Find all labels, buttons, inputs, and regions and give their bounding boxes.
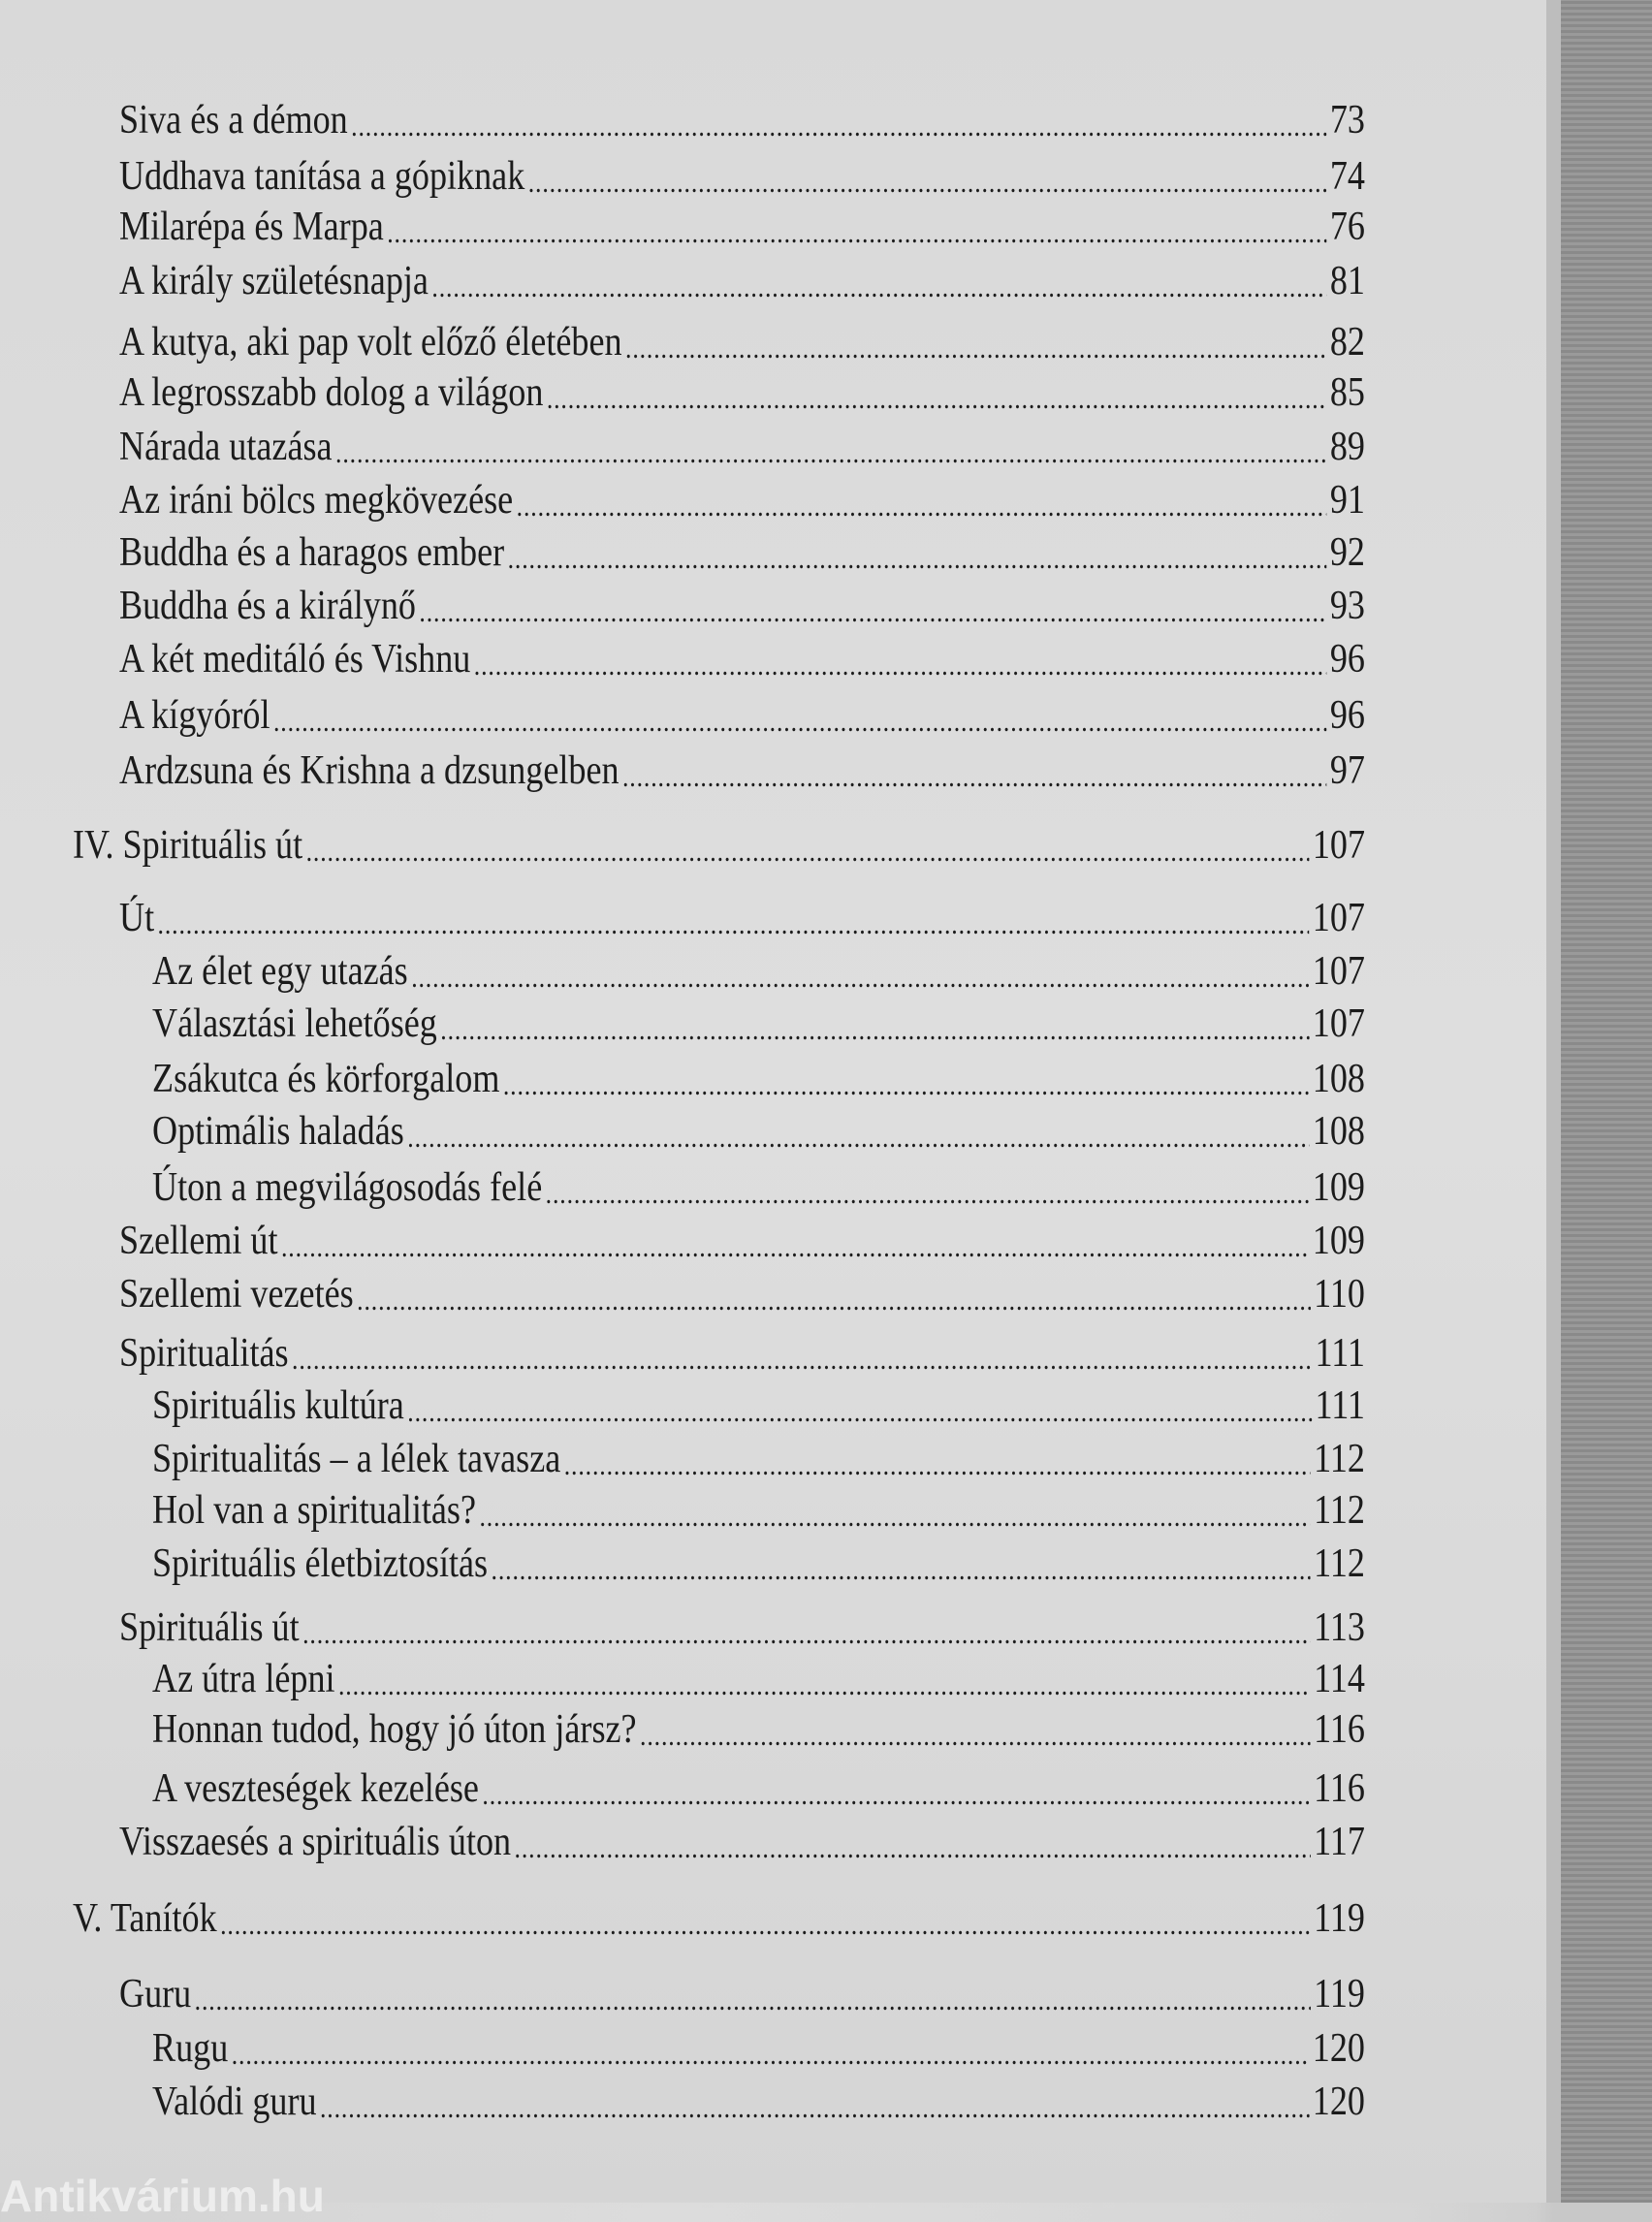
toc-entry-page: 109 — [1312, 1219, 1365, 1263]
toc-entry-page: 91 — [1329, 478, 1365, 523]
dot-leader — [640, 1717, 1311, 1756]
toc-entry-page: 119 — [1314, 1972, 1365, 2016]
toc-entry — [119, 474, 1365, 526]
toc-entry-page: 96 — [1329, 693, 1365, 738]
toc-entry — [119, 255, 1365, 307]
toc-entry-page: 107 — [1312, 896, 1365, 940]
toc-entry — [119, 1268, 1365, 1320]
toc-entry-page: 107 — [1312, 949, 1365, 994]
toc-entry-page: 120 — [1312, 2079, 1365, 2124]
dot-leader — [387, 214, 1326, 253]
page-stack-edge — [1561, 0, 1652, 2203]
dot-leader — [431, 269, 1326, 307]
toc-entry — [119, 526, 1365, 579]
toc-entry-page: 120 — [1312, 2026, 1365, 2071]
toc-entry — [73, 1892, 1365, 1945]
dot-leader — [528, 164, 1327, 203]
toc-entry-title: A veszteségek kezelése — [152, 1766, 479, 1811]
toc-entry-page: 116 — [1314, 1766, 1365, 1811]
toc-entry — [119, 1602, 1365, 1654]
dot-leader — [351, 108, 1326, 146]
toc-entry-title: Szellemi út — [119, 1219, 278, 1263]
toc-entry-title: Buddha és a királynő — [119, 584, 416, 628]
toc-entry-title: Valódi guru — [152, 2079, 317, 2124]
toc-entry — [152, 1053, 1365, 1105]
toc-entry — [152, 1380, 1365, 1432]
toc-entry-title: A két meditáló és Vishnu — [119, 637, 471, 682]
toc-entry-title: A kutya, aki pap volt előző életében — [119, 320, 622, 365]
toc-entry — [119, 1968, 1365, 2020]
dot-leader — [411, 959, 1309, 998]
toc-entry — [152, 2022, 1365, 2075]
toc-entry-title: A legrosszabb dolog a világon — [119, 370, 544, 415]
toc-entry — [119, 316, 1365, 368]
toc-entry — [119, 633, 1365, 685]
toc-entry-page: 109 — [1312, 1165, 1365, 1210]
toc-entry — [152, 1703, 1365, 1756]
toc-entry — [119, 1215, 1365, 1267]
toc-entry — [152, 2076, 1365, 2128]
toc-entry — [119, 580, 1365, 632]
dot-leader — [158, 905, 1310, 944]
dot-leader — [232, 2036, 1310, 2075]
toc-entry-page: 117 — [1314, 1820, 1365, 1864]
toc-entry-title: Uddhava tanítása a gópiknak — [119, 154, 525, 199]
toc-entry-page: 92 — [1329, 530, 1365, 575]
toc-entry-title: Siva és a démon — [119, 98, 348, 143]
toc-entry — [152, 1105, 1365, 1158]
toc-entry — [119, 1816, 1365, 1868]
toc-entry-page: 82 — [1329, 320, 1365, 365]
dot-leader — [564, 1446, 1311, 1485]
toc-entry-title: IV. Spirituális út — [73, 823, 303, 868]
dot-leader — [407, 1393, 1312, 1432]
toc-entry-page: 107 — [1312, 1001, 1365, 1046]
toc-entry-title: A kígyóról — [119, 693, 270, 738]
toc-entry-page: 97 — [1329, 748, 1365, 793]
toc-entry — [119, 745, 1365, 797]
toc-entry-title: Honnan tudod, hogy jó úton jársz? — [152, 1707, 637, 1752]
toc-entry-title: Spirituális életbiztosítás — [152, 1541, 489, 1586]
dot-leader — [320, 2089, 1309, 2128]
toc-entry — [119, 1327, 1365, 1380]
toc-entry-title: Az élet egy utazás — [152, 949, 408, 994]
toc-entry-page: 81 — [1329, 259, 1365, 303]
dot-leader — [440, 1011, 1309, 1050]
dot-leader — [517, 488, 1327, 526]
toc-entry-title: Spiritualitás – a lélek tavasza — [152, 1437, 561, 1481]
toc-entry-page: 107 — [1312, 823, 1365, 868]
dot-leader — [546, 1175, 1310, 1214]
toc-entry-title: Szellemi vezetés — [119, 1272, 354, 1317]
dot-leader — [338, 1666, 1311, 1705]
toc-entry — [152, 998, 1365, 1050]
toc-entry-title: Ardzsuna és Krishna a dzsungelben — [119, 748, 620, 793]
toc-entry-title: Választási lehetőség — [152, 1001, 437, 1046]
toc-entry-page: 119 — [1314, 1896, 1365, 1941]
dot-leader — [419, 593, 1326, 632]
toc-entry — [119, 689, 1365, 742]
toc-entry — [119, 150, 1365, 203]
toc-entry-page: 74 — [1329, 154, 1365, 199]
toc-entry-page: 96 — [1329, 637, 1365, 682]
dot-leader — [220, 1906, 1311, 1945]
dot-leader — [482, 1776, 1310, 1815]
dot-leader — [292, 1341, 1312, 1380]
toc-entry-title: Spirituális kultúra — [152, 1383, 404, 1428]
toc-entry-page: 76 — [1329, 205, 1365, 249]
toc-entry-title: Hol van a spiritualitás? — [152, 1488, 477, 1533]
toc-entry-title: Milarépa és Marpa — [119, 205, 384, 249]
toc-entry-title: Guru — [119, 1972, 192, 2016]
toc-entry-page: 113 — [1314, 1605, 1365, 1650]
dot-leader — [625, 330, 1326, 368]
dot-leader — [492, 1551, 1311, 1590]
dot-leader — [306, 833, 1310, 872]
dot-leader — [622, 758, 1326, 797]
toc-entry-page: 112 — [1314, 1541, 1365, 1586]
toc-entry — [119, 94, 1365, 146]
toc-entry-title: Úton a megvilágosodás felé — [152, 1165, 543, 1210]
toc-entry-page: 114 — [1314, 1657, 1365, 1701]
toc-entry-page: 108 — [1312, 1057, 1365, 1101]
toc-entry — [152, 1762, 1365, 1815]
toc-entry — [152, 945, 1365, 998]
dot-leader — [515, 1829, 1311, 1868]
toc-entry-title: Nárada utazása — [119, 425, 333, 469]
dot-leader — [357, 1282, 1311, 1320]
toc-entry-title: Visszaesés a spirituális úton — [119, 1820, 512, 1864]
dot-leader — [503, 1066, 1310, 1105]
toc-entry — [119, 892, 1365, 944]
dot-leader — [302, 1615, 1311, 1654]
toc-entry-title: Optimális haladás — [152, 1109, 404, 1154]
toc-entry-page: 111 — [1315, 1331, 1365, 1376]
toc-entry — [152, 1484, 1365, 1537]
toc-entry-title: A király születésnapja — [119, 259, 429, 303]
toc-entry-title: Zsákutca és körforgalom — [152, 1057, 500, 1101]
dot-leader — [195, 1982, 1311, 2020]
toc-entry-title: Út — [119, 896, 155, 940]
toc-entry-title: Buddha és a haragos ember — [119, 530, 505, 575]
toc-entry-title: Spiritualitás — [119, 1331, 289, 1376]
toc-entry — [73, 819, 1365, 872]
toc-entry-page: 89 — [1329, 425, 1365, 469]
toc-entry-page: 110 — [1314, 1272, 1365, 1317]
toc-entry-title: Az iráni bölcs megkövezése — [119, 478, 514, 523]
toc-entry-page: 116 — [1314, 1707, 1365, 1752]
toc-entry-page: 85 — [1329, 370, 1365, 415]
toc-entry-title: Rugu — [152, 2026, 229, 2071]
toc-entry-page: 112 — [1314, 1488, 1365, 1533]
toc-entry-page: 93 — [1329, 584, 1365, 628]
dot-leader — [273, 703, 1326, 742]
page-edge — [1546, 0, 1561, 2203]
toc-entry-title: V. Tanítók — [73, 1896, 217, 1941]
dot-leader — [281, 1228, 1309, 1267]
toc-entry — [152, 1433, 1365, 1485]
toc-entry — [119, 421, 1365, 473]
toc-entry — [119, 366, 1365, 419]
toc-entry-page: 73 — [1329, 98, 1365, 143]
dot-leader — [335, 434, 1326, 473]
toc-entry — [119, 201, 1365, 253]
toc-entry-page: 111 — [1315, 1383, 1365, 1428]
toc-entry — [152, 1538, 1365, 1590]
toc-entry — [152, 1161, 1365, 1214]
dot-leader — [479, 1498, 1310, 1537]
toc-entry-page: 112 — [1314, 1437, 1365, 1481]
watermark: Antikvárium.hu — [0, 2171, 325, 2221]
toc-entry — [152, 1653, 1365, 1705]
dot-leader — [407, 1119, 1309, 1158]
toc-entry-page: 108 — [1312, 1109, 1365, 1154]
toc-entry-title: Spirituális út — [119, 1605, 300, 1650]
dot-leader — [547, 380, 1327, 419]
dot-leader — [474, 647, 1327, 685]
dot-leader — [508, 540, 1327, 579]
toc-entry-title: Az útra lépni — [152, 1657, 335, 1701]
